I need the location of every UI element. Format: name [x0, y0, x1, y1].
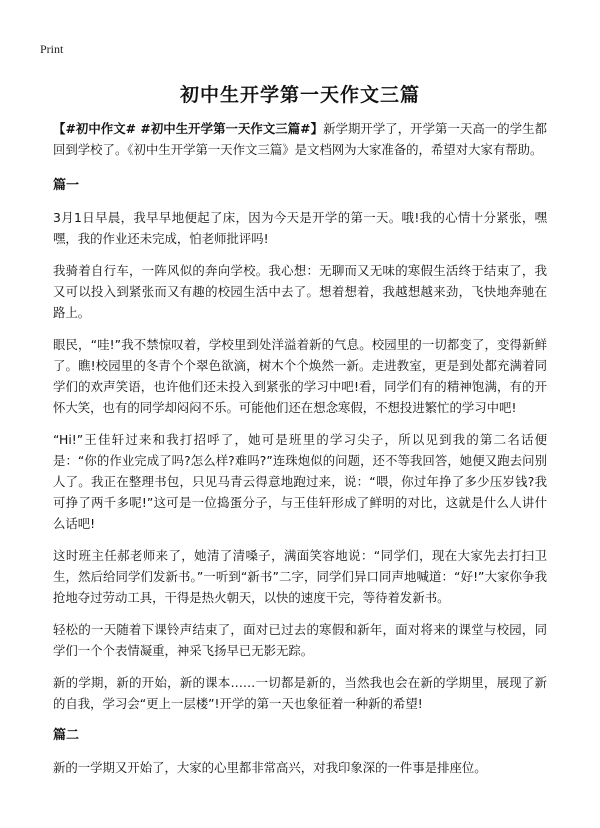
- paragraph: 我骑着自行车，一阵风似的奔向学校。我心想：无聊而又无味的寒假生活终于结束了，我又可以投入到紧张而又有趣的校园生活中去了。想着想着，我越想越来劲，飞快地奔驰在路上。: [53, 263, 547, 320]
- paragraph: 这时班主任郝老师来了，她清了清嗓子，满面笑容地说：“同学们，现在大家先去打扫卫生，然后给同学们发新书。”一听到“新书”二字，同学们异口同声地喊道：“好!”大家你争我抢地夺过劳动工具，干得是热火朝天，以快的速度干完，等待着发新书。: [53, 548, 547, 605]
- article-body: [53, 118, 547, 789]
- section-heading: 篇二: [53, 728, 80, 743]
- page-title: 初中生开学第一天作文三篇: [179, 84, 420, 106]
- paragraph: “Hi!”王佳轩过来和我打招呼了，她可是班里的学习尖子，所以见到我的第二名话便是：“你的作业完成了吗?怎么样?难吗?”连珠炮似的问题，还不等我回答，她便又跑去问别人了。我正在整理书包，只见马青云得意地跑过来，说：“喂，你过年挣了多少压岁钱?我可挣了两千多呢!”这可是一位捣蛋分子，与王佳轩形成了鲜明的对比，这就是什么人讲什么话吧!: [53, 432, 547, 531]
- intro-tag: 【#初中作文# #初中生开学第一天作文三篇#】: [53, 121, 324, 136]
- paragraph: 眼民，“哇!”我不禁惊叹着，学校里到处洋溢着新的气息。校园里的一切都变了，变得新鲜了。瞧!校园里的冬青个个翠色欲滴，树木个个焕然一新。走进教室，更是到处都充满着同学们的欢声笑语，也许他们还未投入到紧张的学习中吧!看，同学们有的精神饱满，有的开怀大笑，也有的同学却闷闷不乐。可能他们还在想念寒假，不想投进繁忙的学习中吧!: [53, 337, 547, 415]
- section-heading: 篇一: [53, 178, 80, 193]
- print-link[interactable]: Print: [40, 42, 64, 56]
- paragraph: 3月1日早晨，我早早地便起了床，因为今天是开学的第一天。哦!我的心情十分紧张，嘿嘿，我的作业还未完成，怕老师批评吗!: [53, 210, 547, 246]
- intro-paragraph: [53, 118, 547, 160]
- paragraph: 轻松的一天随着下课铃声结束了，面对已过去的寒假和新年，面对将来的课堂与校园，同学们一个个表情凝重，神采飞扬早已无影无踪。: [53, 622, 547, 658]
- paragraph: 新的学期，新的开始，新的课本……一切都是新的，当然我也会在新的学期里，展现了新的自我，学习会“更上一层楼”!开学的第一天也象征着一种新的希望!: [53, 675, 547, 711]
- paragraph: 新的一学期又开始了，大家的心里都非常高兴，对我印象深的一件事是排座位。: [53, 760, 487, 775]
- intro-text: 新学期开学了，开学第一天高一的学生都回到学校了。《初中生开学第一天作文三篇》是文档网为大家准备的，希望对大家有帮助。: [53, 121, 548, 157]
